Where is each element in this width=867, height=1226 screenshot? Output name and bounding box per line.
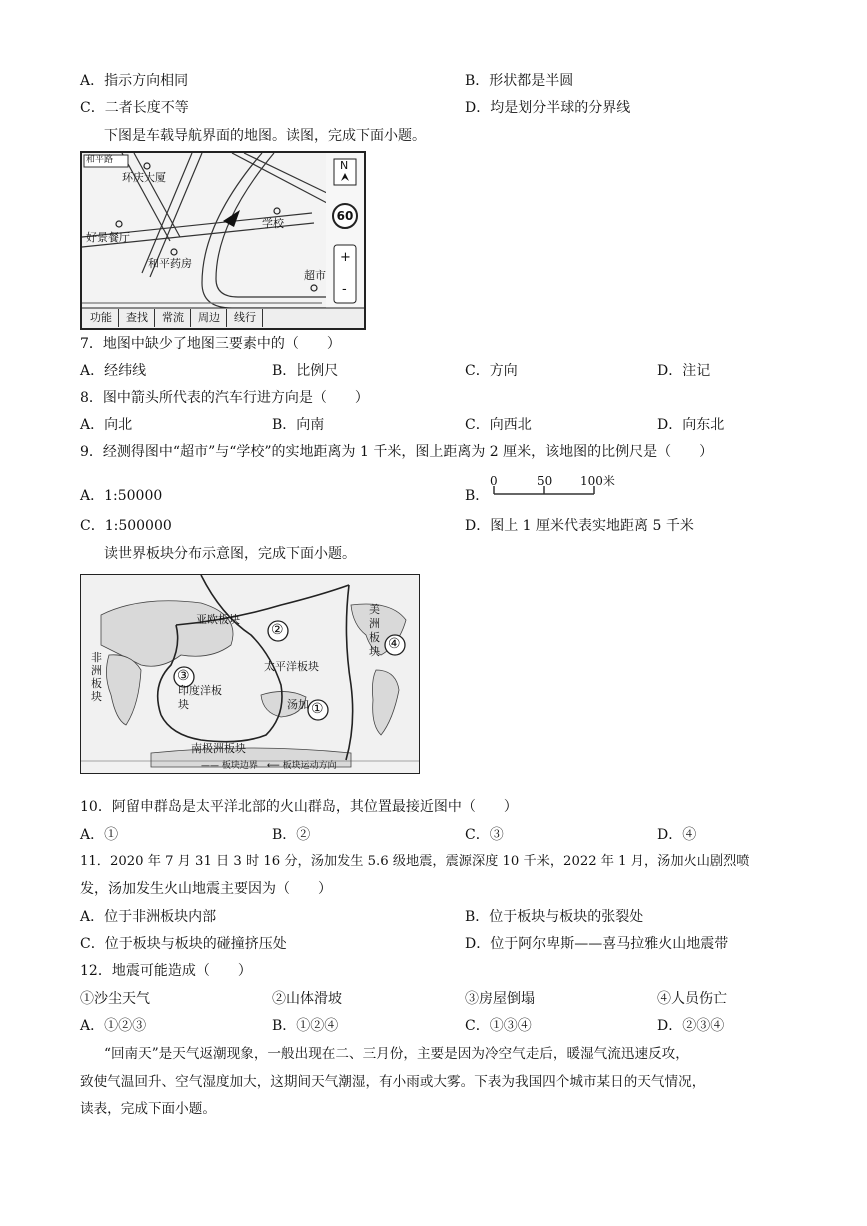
q8-option-a[interactable]: A．向北 bbox=[80, 417, 133, 433]
q12-option-b[interactable]: B．①②④ bbox=[272, 1018, 339, 1034]
speed-limit-icon: 60 bbox=[336, 209, 354, 223]
place-pharmacy: 和平药房 bbox=[148, 257, 192, 270]
q12-choice-4: ④人员伤亡 bbox=[657, 991, 727, 1007]
q10-option-a[interactable]: A．① bbox=[80, 827, 119, 843]
place-supermarket: 超市 bbox=[304, 269, 326, 282]
label-indian-ocean-plate: 印度洋板块 bbox=[178, 684, 222, 711]
q7-option-a[interactable]: A．经纬线 bbox=[80, 363, 147, 379]
marker-4: ④ bbox=[388, 636, 401, 652]
scale-tick-50: 50 bbox=[537, 474, 553, 488]
q9-scale-bar bbox=[490, 474, 630, 500]
q12-choice-1: ①沙尘天气 bbox=[80, 991, 150, 1007]
q7-option-d[interactable]: D．注记 bbox=[657, 363, 711, 379]
q11-stem-line1: 11．2020 年 7 月 31 日 3 时 16 分，汤加发生 5.6 级地震，震源深度 10 千米，2022 年 1 月，汤加火山剧烈喷 bbox=[80, 854, 750, 869]
q7-stem: 7．地图中缺少了地图三要素中的（ ） bbox=[80, 336, 341, 352]
q9-stem: 9．经测得图中“超市”与“学校”的实地距离为 1 千米，图上距离为 2 厘米，该地图的比例尺是（ ） bbox=[80, 444, 714, 460]
plate-map-legend: —— 板块边界 ⟵ 板块运动方向 bbox=[201, 761, 337, 771]
zoom-out-button[interactable]: - bbox=[342, 282, 347, 297]
north-icon: N bbox=[340, 159, 349, 172]
paragraph-line-3: 读表，完成下面小题。 bbox=[80, 1101, 216, 1117]
place-school: 学校 bbox=[262, 217, 284, 230]
q7-option-b[interactable]: B．比例尺 bbox=[272, 363, 339, 379]
q8-option-d[interactable]: D．向东北 bbox=[657, 417, 725, 433]
zoom-in-button[interactable]: + bbox=[340, 250, 351, 265]
q11-option-c[interactable]: C．位于板块与板块的碰撞挤压处 bbox=[80, 936, 287, 952]
q11-option-d[interactable]: D．位于阿尔卑斯——喜马拉雅火山地震带 bbox=[465, 936, 729, 952]
road-label-heping: 和平路 bbox=[86, 155, 114, 165]
nav-button-function[interactable]: 功能 bbox=[84, 309, 119, 327]
plate-map-intro: 读世界板块分布示意图，完成下面小题。 bbox=[104, 546, 356, 562]
q12-option-a[interactable]: A．①②③ bbox=[80, 1018, 147, 1034]
q10-option-c[interactable]: C．③ bbox=[465, 827, 504, 843]
nav-button-search[interactable]: 查找 bbox=[120, 309, 155, 327]
q9-option-c[interactable]: C．1:500000 bbox=[80, 518, 172, 534]
nav-button-route[interactable]: 线行 bbox=[228, 309, 263, 327]
q6-option-c[interactable]: C．二者长度不等 bbox=[80, 100, 189, 116]
q11-option-a[interactable]: A．位于非洲板块内部 bbox=[80, 909, 217, 925]
q7-option-c[interactable]: C．方向 bbox=[465, 363, 518, 379]
marker-2: ② bbox=[271, 622, 284, 638]
q6-option-d[interactable]: D．均是划分半球的分界线 bbox=[465, 100, 631, 116]
q11-option-b[interactable]: B．位于板块与板块的张裂处 bbox=[465, 909, 644, 925]
paragraph-line-1: “回南天”是天气返潮现象，一般出现在二、三月份，主要是因为冷空气走后，暖湿气流迅速反攻， bbox=[104, 1046, 689, 1062]
q12-choice-2: ②山体滑坡 bbox=[272, 991, 342, 1007]
q9-option-d[interactable]: D．图上 1 厘米代表实地距离 5 千米 bbox=[465, 518, 694, 534]
q12-option-d[interactable]: D．②③④ bbox=[657, 1018, 725, 1034]
q10-stem: 10．阿留申群岛是太平洋北部的火山群岛，其位置最接近图中（ ） bbox=[80, 799, 518, 815]
nav-map-intro: 下图是车载导航界面的地图。读图，完成下面小题。 bbox=[104, 128, 426, 144]
label-american-plate: 美洲板块 bbox=[369, 603, 380, 658]
place-restaurant: 好景餐厅 bbox=[86, 231, 130, 244]
paragraph-line-2: 致使气温回升、空气湿度加大，这期间天气潮湿，有小雨或大雾。下表为我国四个城市某日的天气情况， bbox=[80, 1074, 706, 1090]
q10-option-b[interactable]: B．② bbox=[272, 827, 311, 843]
label-antarctic-plate: 南极洲板块 bbox=[191, 742, 246, 755]
navigation-map bbox=[80, 151, 366, 330]
q9-option-b[interactable]: B． bbox=[465, 488, 490, 504]
nav-button-common[interactable]: 常流 bbox=[156, 309, 191, 327]
q10-option-d[interactable]: D．④ bbox=[657, 827, 697, 843]
q12-stem: 12．地震可能造成（ ） bbox=[80, 963, 252, 979]
q11-stem-line2: 发，汤加发生火山地震主要因为（ ） bbox=[80, 881, 332, 897]
q8-stem: 8．图中箭头所代表的汽车行进方向是（ ） bbox=[80, 390, 369, 406]
q12-option-c[interactable]: C．①③④ bbox=[465, 1018, 532, 1034]
scale-tick-0: 0 bbox=[490, 474, 498, 488]
q8-option-b[interactable]: B．向南 bbox=[272, 417, 325, 433]
marker-3: ③ bbox=[177, 668, 190, 684]
q8-option-c[interactable]: C．向西北 bbox=[465, 417, 532, 433]
q6-option-b[interactable]: B．形状都是半圆 bbox=[465, 73, 574, 89]
q12-choice-3: ③房屋倒塌 bbox=[465, 991, 535, 1007]
q6-option-a[interactable]: A．指示方向相同 bbox=[80, 73, 189, 89]
place-huanqing: 环庆大厦 bbox=[122, 171, 166, 184]
nav-button-nearby[interactable]: 周边 bbox=[192, 309, 227, 327]
world-plate-map bbox=[80, 574, 420, 774]
q9-option-a[interactable]: A．1:50000 bbox=[80, 488, 163, 504]
label-african-plate: 非洲板块 bbox=[91, 651, 102, 703]
scale-tick-100: 100米 bbox=[580, 474, 615, 488]
label-eurasian-plate: 亚欧板块 bbox=[196, 613, 240, 626]
label-pacific-plate: 太平洋板块 bbox=[264, 660, 319, 673]
marker-1: ① bbox=[311, 701, 324, 717]
label-tonga: 汤加 bbox=[287, 698, 309, 711]
